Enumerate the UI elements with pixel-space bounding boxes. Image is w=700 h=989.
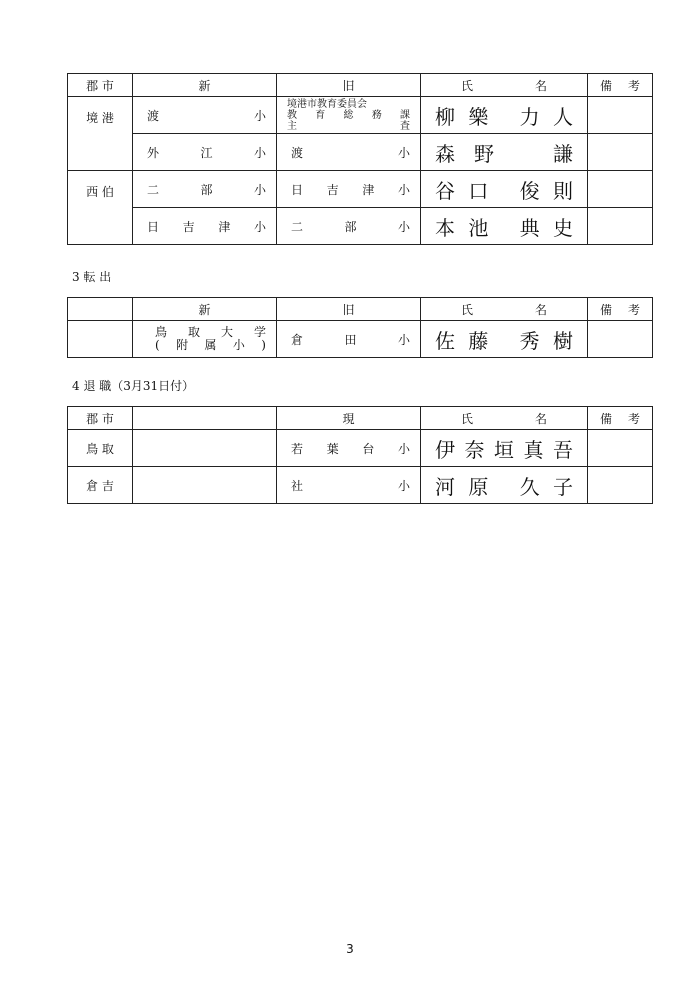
table-row [68,171,653,208]
transfer-out-table [67,297,653,358]
header-old: 旧 [277,298,421,321]
page-number: 3 [346,942,354,956]
old-cell: 倉 田 小 [277,321,421,358]
note-cell [588,171,653,208]
section-3-heading: 3 転 出 [72,270,112,284]
section-4-heading: 4 退 職（3月31日付） [72,379,195,393]
table-row [68,134,653,171]
table-header-row [68,407,653,430]
table-row [68,467,653,504]
header-new: 新 [133,74,277,97]
name-cell: 谷 口 俊 則 [421,171,588,208]
old-cell: 境港市教育委員会 教 育 総 務 課 主 査 [277,97,421,134]
name-cell: 佐 藤 秀 樹 [421,321,588,358]
name-cell: 柳 樂 力 人 [421,97,588,134]
header-empty [133,407,277,430]
transfer-table [67,73,653,245]
new-cell: 日 吉 津 小 [133,208,277,245]
header-note: 備 考 [588,298,653,321]
new-cell: 二 部 小 [133,171,277,208]
name-cell: 森 野 謙 [421,134,588,171]
new-cell: 渡 小 [133,97,277,134]
empty-cell [133,430,277,467]
retirement-table [67,406,653,504]
note-cell [588,430,653,467]
gun-cell [68,321,133,358]
old-cell: 二 部 小 [277,208,421,245]
table-header-row [68,74,653,97]
header-note: 備 考 [588,74,653,97]
name-cell: 伊 奈 垣 真 吾 [421,430,588,467]
name-cell: 本 池 典 史 [421,208,588,245]
table-row [68,430,653,467]
header-old: 旧 [277,74,421,97]
gun-cell: 西 伯 [68,171,133,245]
empty-cell [133,467,277,504]
header-name: 氏 名 [421,407,588,430]
header-gun: 郡 市 [68,74,133,97]
header-current: 現 [277,407,421,430]
note-cell [588,97,653,134]
gun-cell: 境 港 [68,97,133,171]
header-name: 氏 名 [421,74,588,97]
old-cell: 渡 小 [277,134,421,171]
note-cell [588,134,653,171]
header-empty [68,298,133,321]
table-row [68,97,653,134]
table-header-row [68,298,653,321]
table-row [68,208,653,245]
new-cell: 外 江 小 [133,134,277,171]
gun-cell: 鳥 取 [68,430,133,467]
current-cell: 社 小 [277,467,421,504]
note-cell [588,208,653,245]
gun-cell: 倉 吉 [68,467,133,504]
old-cell: 日 吉 津 小 [277,171,421,208]
header-name: 氏 名 [421,298,588,321]
name-cell: 河 原 久 子 [421,467,588,504]
new-cell: 鳥 取 大 学 ( 附 属 小 ) [133,321,277,358]
header-gun: 郡 市 [68,407,133,430]
note-cell [588,467,653,504]
note-cell [588,321,653,358]
header-new: 新 [133,298,277,321]
header-note: 備 考 [588,407,653,430]
current-cell: 若 葉 台 小 [277,430,421,467]
table-row [68,321,653,358]
